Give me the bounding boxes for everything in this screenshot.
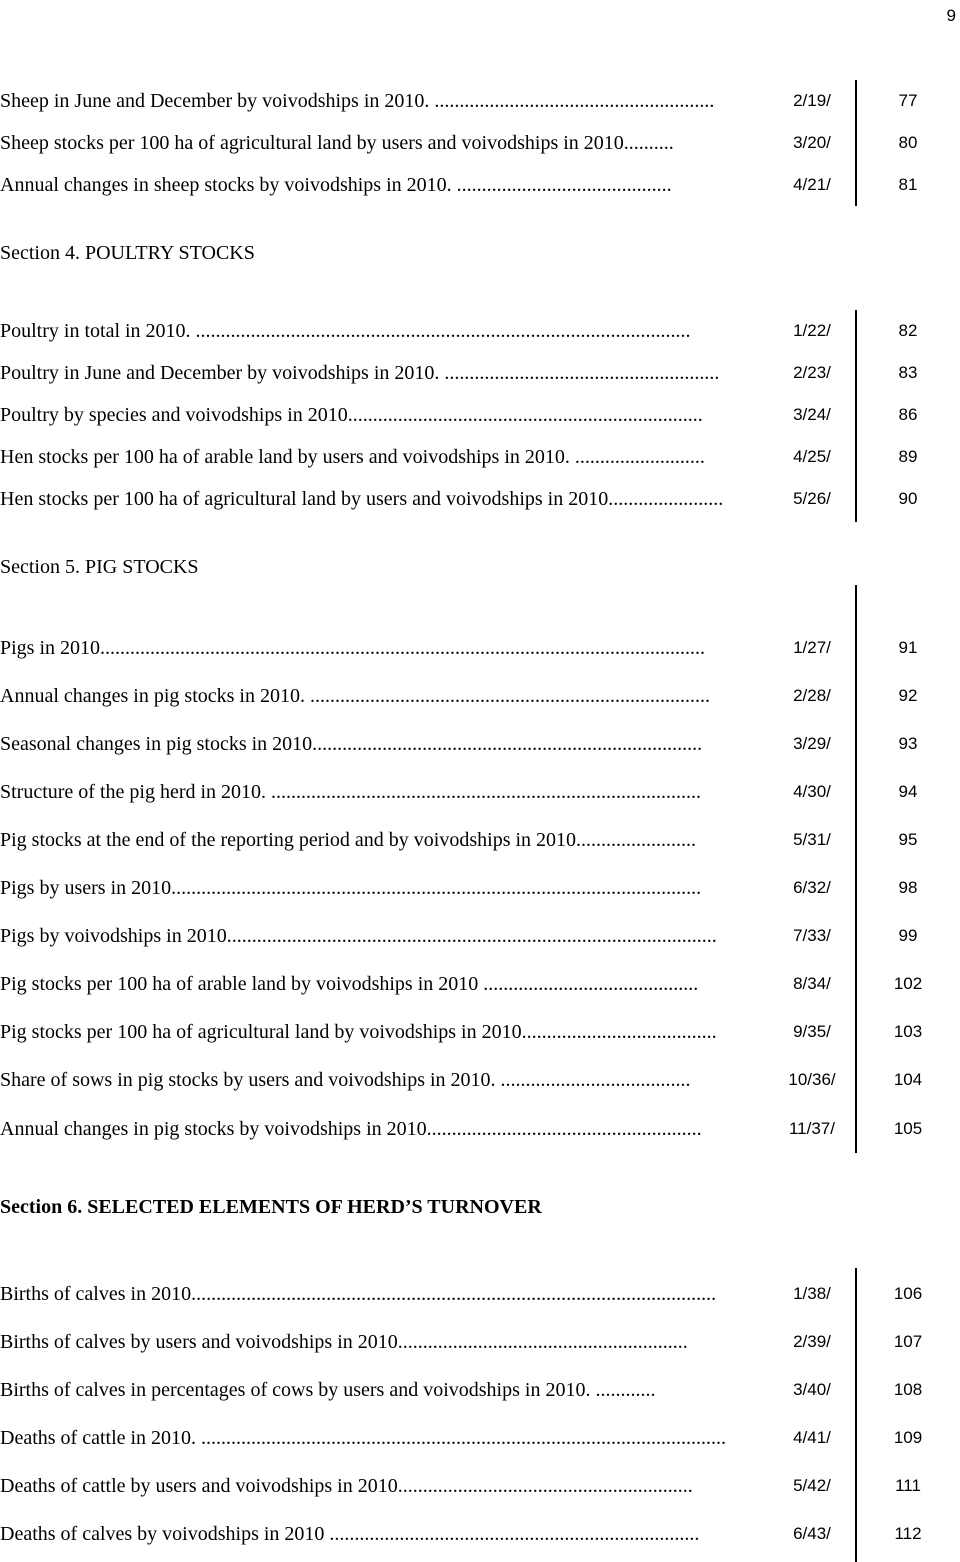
toc-entry-page: 83 [898,363,918,382]
toc-entry-title: Annual changes in sheep stocks by voivodships in 2010. ........................................... [0,174,672,196]
toc-entry-page: 92 [898,686,918,705]
toc-entry[interactable] [0,1328,960,1356]
toc-entry-page: 108 [893,1380,923,1399]
toc-entry-table-ref: 10/36/ [788,1070,836,1089]
toc-entry-table-ref: 6/43/ [793,1524,831,1543]
toc-entry[interactable] [0,359,960,387]
toc-entry-title: Sheep in June and December by voivodships in 2010. ........................................................ [0,90,715,112]
toc-entry-page: 95 [898,830,918,849]
toc-entry-title: Share of sows in pig stocks by users and voivodships in 2010. ...................................... [0,1069,691,1091]
toc-entry[interactable] [0,171,960,199]
toc-entry-title: Poultry in June and December by voivodships in 2010. ....................................................... [0,362,720,384]
toc-entry[interactable] [0,1066,960,1094]
toc-entry-page: 91 [898,638,918,657]
toc-entry-title: Births of calves in percentages of cows by users and voivodships in 2010. ............ [0,1379,656,1401]
toc-entry-table-ref: 1/27/ [793,638,831,657]
toc-entry[interactable] [0,682,960,710]
column-divider [855,1268,857,1562]
toc-entry[interactable] [0,87,960,115]
toc-entry[interactable] [0,634,960,662]
toc-entry-title: Poultry in total in 2010. ................................................................................................... [0,320,691,342]
toc-entry-table-ref: 3/20/ [793,133,831,152]
section-heading: Section 5. PIG STOCKS [0,556,199,578]
toc-entry-title: Pig stocks per 100 ha of agricultural land by voivodships in 2010....................................... [0,1021,717,1043]
toc-entry-table-ref: 1/38/ [793,1284,831,1303]
toc-entry-page: 104 [893,1070,923,1089]
toc-entry-title: Deaths of cattle in 2010. ......................................................................................................... [0,1427,727,1449]
toc-entry[interactable] [0,1115,960,1143]
toc-entry-page: 90 [898,489,918,508]
toc-entry-title: Structure of the pig herd in 2010. ...................................................................................... [0,781,702,803]
toc-entry-title: Pigs by users in 2010.......................................................................................................... [0,877,702,899]
toc-entry-table-ref: 4/21/ [793,175,831,194]
toc-entry-title: Annual changes in pig stocks by voivodships in 2010....................................................... [0,1118,702,1140]
toc-entry-page: 103 [893,1022,923,1041]
toc-entry-page: 93 [898,734,918,753]
toc-entry[interactable] [0,970,960,998]
toc-entry-table-ref: 2/19/ [793,91,831,110]
toc-entry[interactable] [0,874,960,902]
toc-entry-table-ref: 6/32/ [793,878,831,897]
toc-entry-page: 94 [898,782,918,801]
toc-entry-table-ref: 2/23/ [793,363,831,382]
toc-entry-title: Pig stocks per 100 ha of arable land by voivodships in 2010 ........................................... [0,973,699,995]
toc-entry-page: 112 [894,1524,922,1543]
page-number: 9 [946,6,956,25]
toc-entry-table-ref: 1/22/ [793,321,831,340]
toc-entry[interactable] [0,485,960,513]
toc-entry[interactable] [0,778,960,806]
toc-entry-title: Births of calves by users and voivodships in 2010.......................................................... [0,1331,688,1353]
toc-entry-table-ref: 8/34/ [793,974,831,993]
toc-entry[interactable] [0,1520,960,1548]
toc-entry-title: Sheep stocks per 100 ha of agricultural land by users and voivodships in 2010.......... [0,132,674,154]
toc-entry-table-ref: 5/26/ [793,489,831,508]
toc-entry-table-ref: 3/24/ [793,405,831,424]
toc-entry-table-ref: 2/28/ [793,686,831,705]
toc-entry-page: 106 [893,1284,923,1303]
toc-entry-page: 102 [893,974,923,993]
section-heading: Section 4. POULTRY STOCKS [0,242,255,264]
toc-entry-table-ref: 11/37/ [788,1119,835,1138]
toc-entry-page: 81 [898,175,918,194]
toc-entry[interactable] [0,730,960,758]
toc-entry-title: Pigs in 2010......................................................................................................................... [0,637,706,659]
toc-entry-table-ref: 7/33/ [793,926,831,945]
toc-entry[interactable] [0,1376,960,1404]
toc-entry-title: Poultry by species and voivodships in 2010....................................................................... [0,404,703,426]
toc-entry-title: Deaths of cattle by users and voivodships in 2010........................................................... [0,1475,693,1497]
toc-entry-page: 77 [898,91,918,110]
toc-entry-table-ref: 4/41/ [793,1428,831,1447]
toc-entry-page: 107 [893,1332,923,1351]
toc-entry-table-ref: 5/42/ [793,1476,831,1495]
toc-entry[interactable] [0,129,960,157]
toc-entry-table-ref: 4/25/ [793,447,831,466]
toc-entry-title: Annual changes in pig stocks in 2010. ................................................................................ [0,685,710,707]
toc-entry-page: 82 [898,321,918,340]
toc-entry-page: 109 [893,1428,923,1447]
toc-entry-title: Deaths of calves by voivodships in 2010 .......................................................................... [0,1523,700,1545]
toc-entry[interactable] [0,317,960,345]
toc-entry-table-ref: 9/35/ [793,1022,831,1041]
section-heading: Section 6. SELECTED ELEMENTS OF HERD’S TURNOVER [0,1196,542,1218]
toc-entry-table-ref: 3/29/ [793,734,831,753]
toc-entry-title: Hen stocks per 100 ha of agricultural land by users and voivodships in 2010....................... [0,488,724,510]
toc-entry-title: Pigs by voivodships in 2010.................................................................................................. [0,925,717,947]
toc-entry[interactable] [0,443,960,471]
toc-entry-page: 99 [898,926,918,945]
toc-entry-table-ref: 5/31/ [793,830,831,849]
toc-entry[interactable] [0,826,960,854]
toc-entry-title: Pig stocks at the end of the reporting period and by voivodships in 2010........................ [0,829,697,851]
toc-entry-page: 86 [898,405,918,424]
toc-entry-page: 98 [898,878,918,897]
toc-entry-page: 80 [898,133,918,152]
toc-entry-table-ref: 4/30/ [793,782,831,801]
toc-entry-page: 89 [898,447,918,466]
toc-entry[interactable] [0,1424,960,1452]
toc-entry-table-ref: 3/40/ [793,1380,831,1399]
toc-entry-page: 105 [893,1119,923,1138]
toc-entry-title: Seasonal changes in pig stocks in 2010.............................................................................. [0,733,703,755]
toc-entry[interactable] [0,1472,960,1500]
toc-entry[interactable] [0,1280,960,1308]
toc-entry-title: Births of calves in 2010......................................................................................................... [0,1283,717,1305]
toc-entry[interactable] [0,401,960,429]
toc-entry-page: 111 [895,1476,921,1495]
toc-entry[interactable] [0,1018,960,1046]
toc-entry[interactable] [0,922,960,950]
toc-entry-table-ref: 2/39/ [793,1332,831,1351]
toc-entry-title: Hen stocks per 100 ha of arable land by users and voivodships in 2010. .......................... [0,446,705,468]
